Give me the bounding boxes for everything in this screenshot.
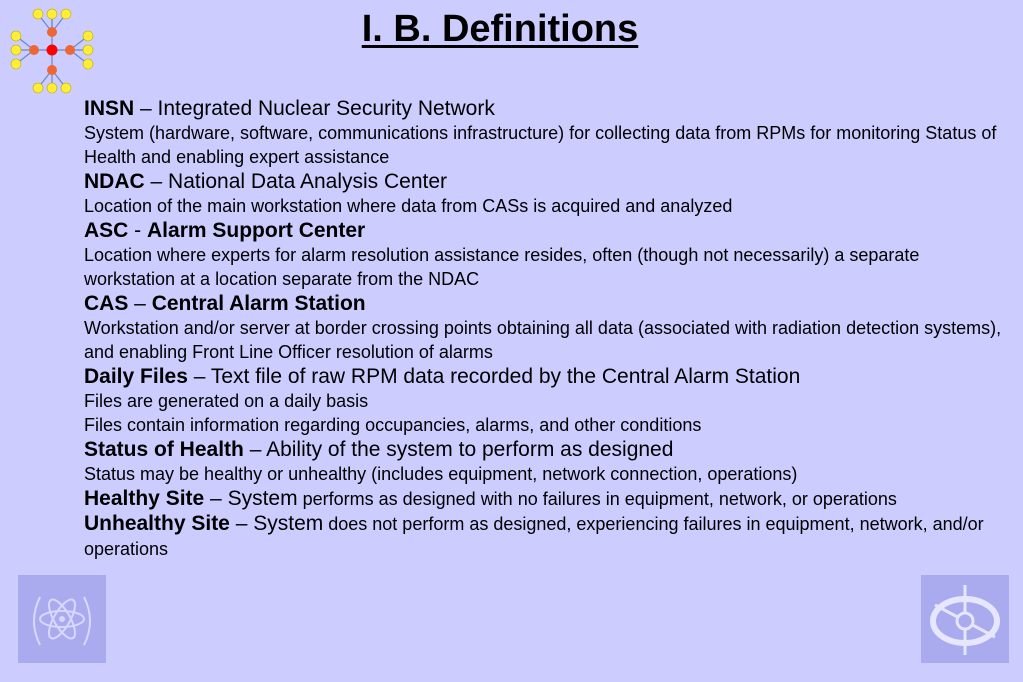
- definition-term: ASC: [84, 219, 129, 242]
- definition-term: Daily Files: [84, 365, 188, 388]
- definition-item: [84, 486, 1004, 511]
- definition-detail: Location of the main workstation where data from CASs is acquired and analyzed: [84, 196, 733, 216]
- definition-tail: performs as designed with no failures in equipment, network, or operations: [297, 489, 897, 509]
- definition-heading: [84, 96, 1004, 121]
- definition-detail: Workstation and/or server at border crossing points obtaining all data (associated with radiation detection systems), and enabling Front Line Officer resolution of alarms: [84, 318, 1002, 362]
- definition-heading: [84, 169, 1004, 194]
- definition-detail: Location where experts for alarm resolution assistance resides, often (though not necessarily) a separate workstation at a location separate from the NDAC: [84, 245, 920, 289]
- definition-separator: -: [128, 219, 148, 242]
- definition-heading: [84, 364, 1004, 389]
- network-logo-icon: [4, 4, 104, 96]
- definition-item: [84, 437, 1004, 486]
- definition-item: [84, 291, 1004, 364]
- definition-term: Healthy Site: [84, 487, 205, 510]
- definition-term: CAS: [84, 292, 129, 315]
- definition-separator: –: [134, 97, 158, 120]
- definition-detail: Status may be healthy or unhealthy (includes equipment, network connection, operations): [84, 464, 798, 484]
- definition-detail: Files contain information regarding occupancies, alarms, and other conditions: [84, 415, 702, 435]
- definition-separator: –: [187, 365, 211, 388]
- definition-expansion: System: [253, 512, 324, 535]
- iaea-atom-icon: [18, 575, 106, 663]
- definition-expansion: National Data Analysis Center: [168, 170, 448, 193]
- definition-term: NDAC: [84, 170, 145, 193]
- definition-term: INSN: [84, 97, 135, 120]
- definition-term: Unhealthy Site: [84, 512, 230, 535]
- definition-item: [84, 169, 1004, 218]
- definition-item: [84, 364, 1004, 437]
- definitions-list: [84, 96, 1004, 561]
- definition-detail: System (hardware, software, communications infrastructure) for collecting data from RPMs for monitoring Status of Health and enabling expert assistance: [84, 123, 997, 167]
- definition-item: [84, 218, 1004, 291]
- definition-separator: –: [243, 438, 267, 461]
- definition-expansion: Alarm Support Center: [147, 219, 366, 242]
- definition-heading: [84, 486, 1004, 511]
- definition-separator: –: [128, 292, 152, 315]
- definition-expansion: Integrated Nuclear Security Network: [157, 97, 495, 120]
- globe-agency-icon: [921, 575, 1009, 663]
- definition-heading: [84, 437, 1004, 462]
- definition-separator: –: [204, 487, 228, 510]
- definition-heading: [84, 511, 1004, 561]
- definition-expansion: System: [227, 487, 298, 510]
- definition-expansion: Central Alarm Station: [151, 292, 366, 315]
- definition-detail: Files are generated on a daily basis: [84, 391, 369, 411]
- definition-expansion: Text file of raw RPM data recorded by the Central Alarm Station: [210, 365, 801, 388]
- definition-expansion: Ability of the system to perform as designed: [266, 438, 674, 461]
- definition-tail: does not perform as designed, experiencing failures in equipment, network, and/or operations: [84, 514, 984, 559]
- definition-term: Status of Health: [84, 438, 244, 461]
- definition-separator: –: [229, 512, 254, 535]
- definition-separator: –: [144, 170, 169, 193]
- definition-heading: [84, 218, 1004, 243]
- definition-item: [84, 511, 1004, 561]
- definition-item: [84, 96, 1004, 169]
- definition-heading: [84, 291, 1004, 316]
- slide-title: I. B. Definitions: [361, 8, 639, 50]
